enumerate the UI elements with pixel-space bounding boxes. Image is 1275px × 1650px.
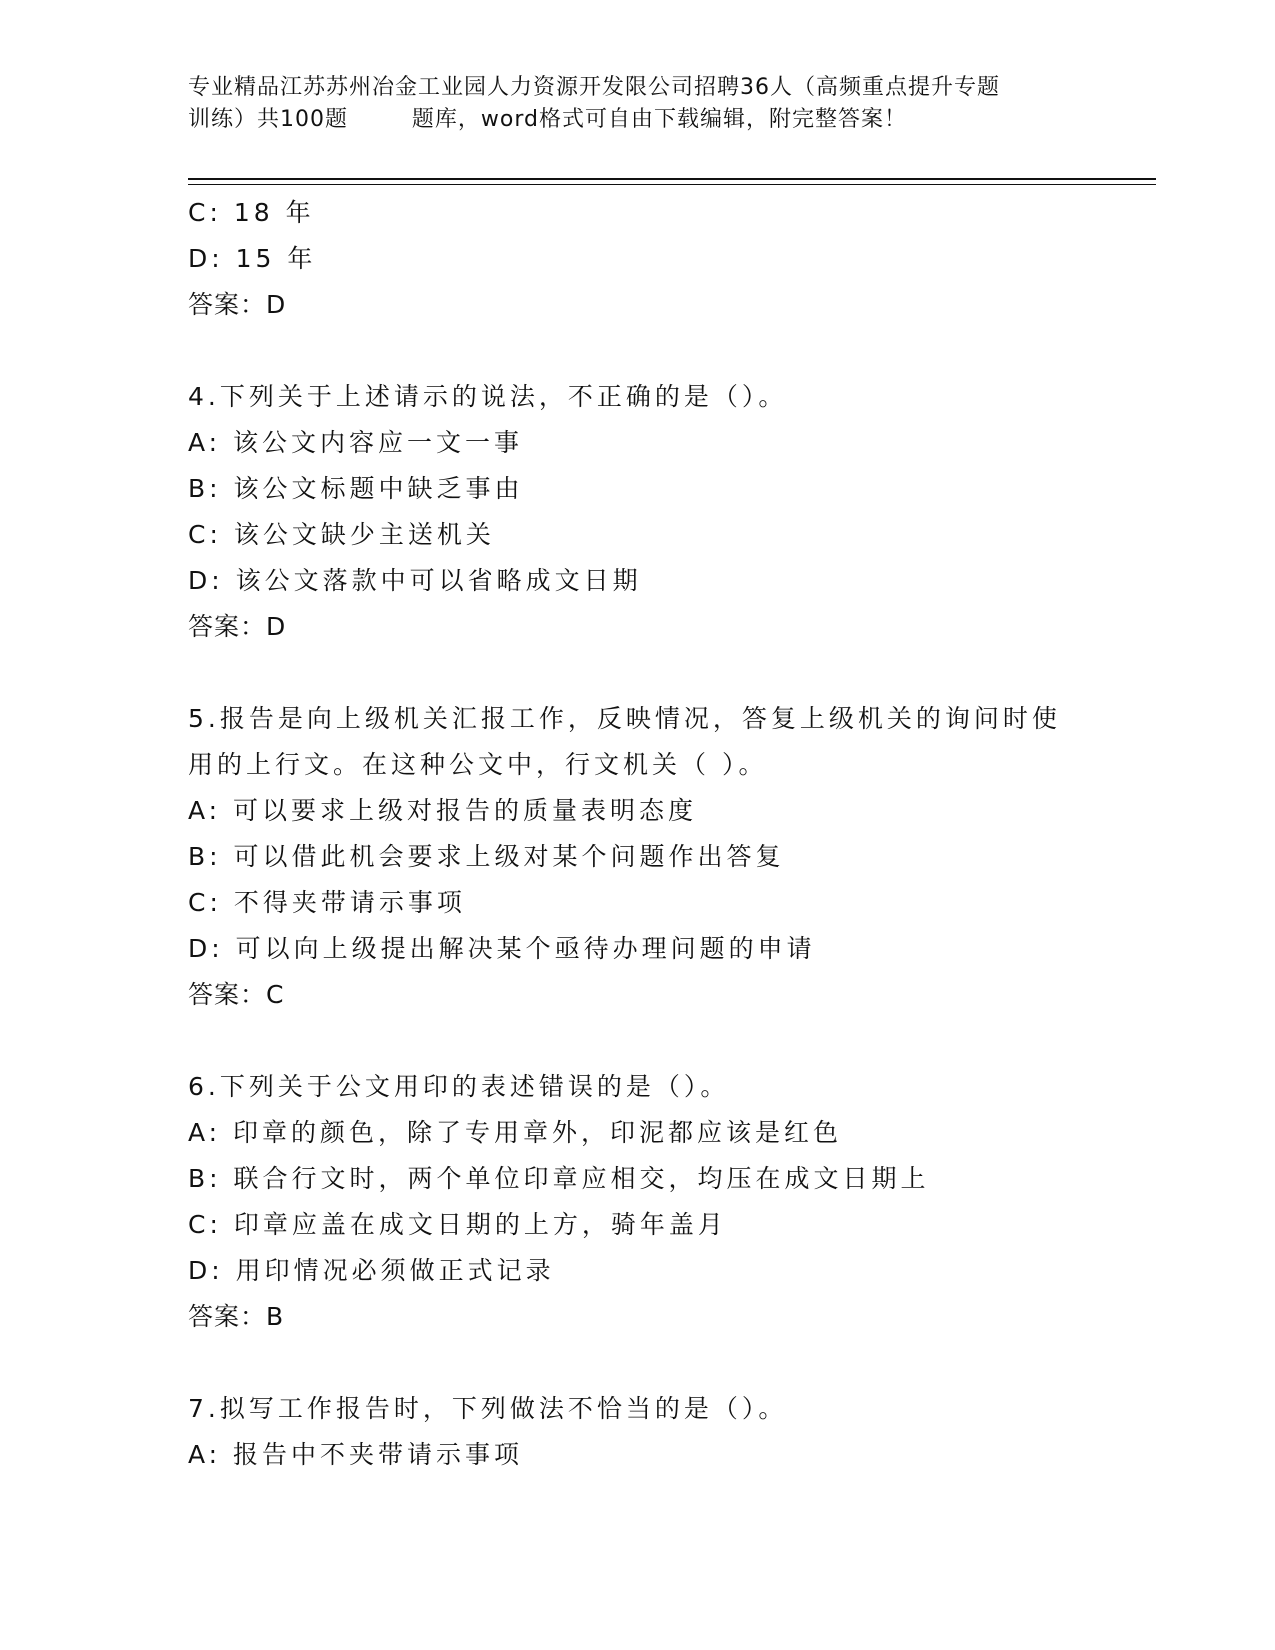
option-c: C: 印章应盖在成文日期的上方，骑年盖月 — [188, 1210, 727, 1239]
header-title-line-2: 训练）共100题 题库，word格式可自由下载编辑，附完整答案！ — [188, 107, 908, 132]
page-header — [188, 72, 1088, 136]
option-a: A: 印章的颜色，除了专用章外，印泥都应该是红色 — [188, 1118, 843, 1147]
question-text-continued: 用的上行文。在这种公文中，行文机关（ ）。 — [188, 750, 768, 779]
option-c: C: 18 年 — [188, 198, 315, 227]
question-text: 6.下列关于公文用印的表述错误的是（）。 — [188, 1072, 730, 1101]
spacer — [188, 1340, 1088, 1386]
question-4 — [188, 374, 1088, 650]
document-body — [188, 190, 1088, 1478]
option-a: A: 该公文内容应一文一事 — [188, 428, 524, 457]
answer-line: 答案：D — [188, 612, 287, 641]
option-d: D: 用印情况必须做正式记录 — [188, 1256, 555, 1285]
option-d: D: 该公文落款中可以省略成文日期 — [188, 566, 642, 595]
spacer — [188, 650, 1088, 696]
question-7 — [188, 1386, 1088, 1478]
option-c: C: 不得夹带请示事项 — [188, 888, 466, 917]
answer-line: 答案：C — [188, 980, 285, 1009]
question-5 — [188, 696, 1088, 1018]
header-divider-thick — [188, 178, 1156, 180]
question-3-fragment — [188, 190, 1088, 328]
question-text: 7.拟写工作报告时，下列做法不恰当的是（）。 — [188, 1394, 788, 1423]
question-text: 5.报告是向上级机关汇报工作，反映情况，答复上级机关的询问时使 — [188, 704, 1061, 733]
option-a: A: 报告中不夹带请示事项 — [188, 1440, 524, 1469]
header-title-line-1: 专业精品江苏苏州冶金工业园人力资源开发限公司招聘36人（高频重点提升专题 — [188, 75, 1000, 100]
answer-line: 答案：D — [188, 290, 287, 319]
header-divider-thin — [188, 184, 1156, 185]
spacer — [188, 1018, 1088, 1064]
option-d: D: 可以向上级提出解决某个亟待办理问题的申请 — [188, 934, 816, 963]
option-b: B: 可以借此机会要求上级对某个问题作出答复 — [188, 842, 785, 871]
option-c: C: 该公文缺少主送机关 — [188, 520, 495, 549]
question-text: 4.下列关于上述请示的说法，不正确的是（）。 — [188, 382, 788, 411]
option-d: D: 15 年 — [188, 244, 317, 273]
option-b: B: 联合行文时，两个单位印章应相交，均压在成文日期上 — [188, 1164, 930, 1193]
question-6 — [188, 1064, 1088, 1340]
option-b: B: 该公文标题中缺乏事由 — [188, 474, 524, 503]
option-a: A: 可以要求上级对报告的质量表明态度 — [188, 796, 698, 825]
answer-line: 答案：B — [188, 1302, 285, 1331]
spacer — [188, 328, 1088, 374]
